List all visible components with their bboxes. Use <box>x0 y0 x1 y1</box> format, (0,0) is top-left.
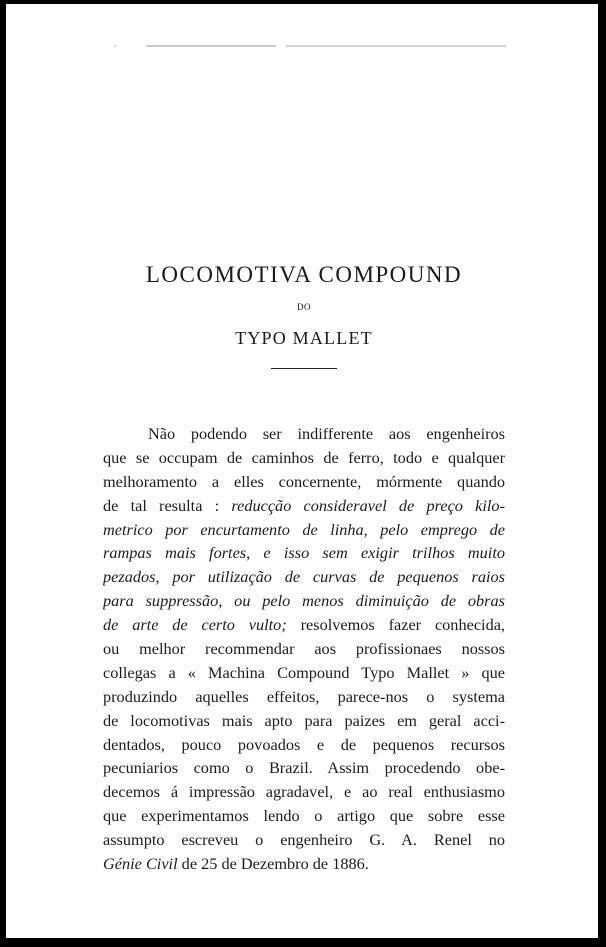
text-line <box>103 756 505 780</box>
italic-text: pezados, por utilização de curvas de pequenos raios <box>103 567 505 587</box>
title-connector: DO <box>297 302 311 312</box>
text-run: de 25 de Dezembro de 1886. <box>177 854 369 874</box>
text-run: de tal resulta : <box>103 495 232 515</box>
text-run: que experimentamos lendo o artigo que sobre esse <box>103 806 505 826</box>
text-line <box>103 685 505 709</box>
text-line <box>103 637 505 661</box>
scan-artifact-line <box>36 45 576 47</box>
text-line <box>103 494 505 518</box>
text-line <box>103 565 505 589</box>
text-line <box>103 828 505 852</box>
text-line <box>103 733 505 757</box>
text-run: resolvemos fazer conhecida, <box>286 615 505 635</box>
text-run: pecuniarios como o Brazil. Assim procedendo obe- <box>103 758 505 778</box>
text-run: que se occupam de caminhos de ferro, todo e qualquer <box>103 447 505 467</box>
text-line <box>103 541 505 565</box>
book-page <box>6 4 598 938</box>
text-run: produzindo aquelles effeitos, parece-nos o systema <box>103 686 505 706</box>
text-line <box>103 852 505 876</box>
text-run: collegas a « Machina Compound Typo Mallet » que <box>103 662 505 682</box>
text-line <box>103 661 505 685</box>
text-run: de locomotivas mais apto para paizes em geral acci- <box>103 710 505 730</box>
italic-text: metrico por encurtamento de linha, pelo emprego de <box>103 519 505 539</box>
title-main: LOCOMOTIVA COMPOUND <box>145 262 463 287</box>
text-run: ou melhor recommendar aos profissionaes nossos <box>103 639 505 659</box>
italic-text: rampas mais fortes, e isso sem exigir trilhos muito <box>103 543 505 563</box>
italic-text: reducção consideravel de preço kilo- <box>231 495 505 515</box>
italic-text: para suppressão, ou pelo menos diminuição de obras <box>103 591 505 611</box>
text-line <box>103 518 505 542</box>
italic-text: Génie Civil <box>103 854 178 874</box>
heading-rule <box>271 368 337 369</box>
body-paragraph <box>103 422 505 876</box>
text-line <box>103 422 505 446</box>
text-run: melhoramento a elles concernente, mórmente quando <box>103 471 505 491</box>
text-line <box>103 709 505 733</box>
text-line <box>103 804 505 828</box>
chapter-heading <box>6 262 598 369</box>
text-line <box>103 780 505 804</box>
text-line <box>103 589 505 613</box>
text-line <box>103 446 505 470</box>
text-line <box>103 613 505 637</box>
text-run: decemos á impressão agradavel, e ao real enthusiasmo <box>103 782 505 802</box>
text-run: dentados, pouco povoados e de pequenos recursos <box>103 734 505 754</box>
text-run: Não podendo ser indifferente aos engenheiros <box>148 424 505 443</box>
text-run: assumpto escreveu o engenheiro G. A. Renel no <box>103 830 505 850</box>
title-second: TYPO MALLET <box>235 328 373 348</box>
text-line <box>103 470 505 494</box>
italic-text: de arte de certo vulto; <box>103 615 287 635</box>
